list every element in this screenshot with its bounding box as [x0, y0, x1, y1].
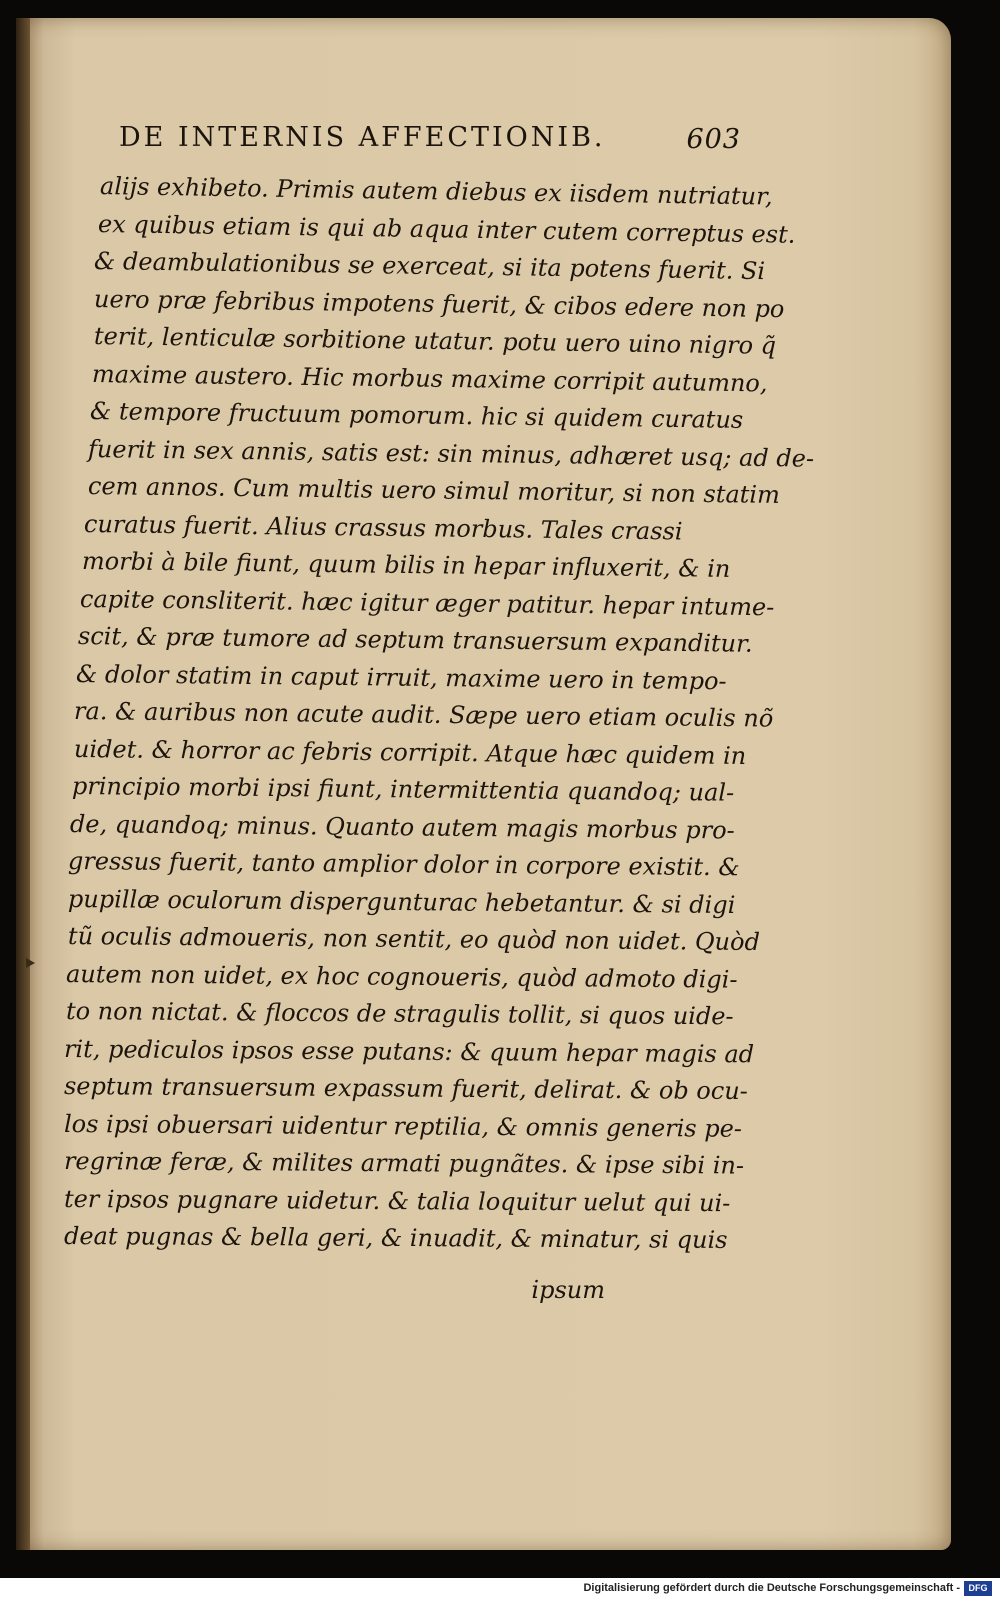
text-line: terit, lenticulæ sorbitione utatur. potu uero uino nigro q̃ — [93, 322, 777, 360]
book-page — [16, 18, 951, 1550]
text-line: ter ipsos pugnare uidetur. & talia loquitur uelut qui ui- — [63, 1184, 731, 1217]
text-line: autem non uidet, ex hoc cognoueris, quòd admoto digi- — [65, 959, 738, 994]
text-line: tũ oculis admoueris, non sentit, eo quòd non uidet. Quòd — [67, 922, 761, 957]
text-line: ex quibus etiam is qui ab aqua inter cutem correptus est. — [97, 209, 796, 249]
page-number: 603 — [686, 124, 741, 155]
text-line: uero præ febribus impotens fuerit, & cibos edere non po — [93, 284, 785, 323]
dfg-logo: DFG — [964, 1581, 992, 1596]
text-line: & deambulationibus se exerceat, si ita potens fuerit. Si — [93, 247, 766, 286]
text-line: septum transuersum expassum fuerit, delirat. & ob ocu- — [63, 1072, 748, 1106]
footer — [0, 1578, 1000, 1602]
running-head — [119, 110, 741, 162]
text-line: cem annos. Cum multis uero simul moritur, si non statim — [87, 472, 781, 509]
text-line: uidet. & horror ac febris corripit. Atque hæc quidem in — [73, 734, 747, 770]
catchword: ipsum — [531, 1276, 605, 1304]
text-line: & dolor statim in caput irruit, maxime uero in tempo- — [75, 659, 727, 695]
text-line: maxime austero. Hic morbus maxime corripit autumno, — [91, 359, 768, 397]
running-head-title: DE INTERNIS AFFECTIONIB. — [119, 122, 606, 153]
text-line: rit, pediculos ipsos esse putans: & quum hepar magis ad — [63, 1034, 755, 1068]
text-line: deat pugnas & bella geri, & inuadit, & minatur, si quis — [63, 1222, 728, 1254]
text-line: ra. & auribus non acute audit. Sæpe uero etiam oculis nõ — [73, 697, 774, 733]
text-line: fuerit in sex annis, satis est: sin minus, adhæret usq; ad de- — [87, 434, 815, 473]
text-line: principio morbi ipsi fiunt, intermittentia quandoq; ual- — [71, 772, 735, 807]
text-line: curatus fuerit. Alius crassus morbus. Tales crassi — [83, 509, 683, 546]
text-line: los ipsi obuersari uidentur reptilia, & omnis generis pe- — [63, 1109, 743, 1143]
text-line: pupillæ oculorum dispergunturac hebetantur. & si digi — [67, 884, 736, 919]
text-line: morbi à bile fiunt, quum bilis in hepar influxerit, & in — [81, 547, 731, 583]
page-gutter — [16, 18, 30, 1550]
body-text — [63, 168, 815, 1318]
text-line: capite consliterit. hæc igitur æger patitur. hepar intume- — [79, 584, 775, 621]
margin-mark — [26, 958, 35, 968]
text-line: gressus fuerit, tanto amplior dolor in corpore existit. & — [67, 847, 740, 882]
text-line: alijs exhibeto. Primis autem diebus ex iisdem nutriatur, — [99, 172, 773, 211]
text-line: to non nictat. & floccos de stragulis tollit, si quos uide- — [65, 997, 734, 1031]
funding-credit: Digitalisierung gefördert durch die Deutsche Forschungsgemeinschaft - — [583, 1582, 960, 1594]
text-line: de, quandoq; minus. Quanto autem magis morbus pro- — [69, 809, 735, 844]
text-line: & tempore fructuum pomorum. hic si quidem curatus — [89, 397, 744, 434]
text-line: scit, & præ tumore ad septum transuersum expanditur. — [77, 622, 753, 658]
text-line: regrinæ feræ, & milites armati pugnãtes. & ipse sibi in- — [63, 1147, 745, 1180]
